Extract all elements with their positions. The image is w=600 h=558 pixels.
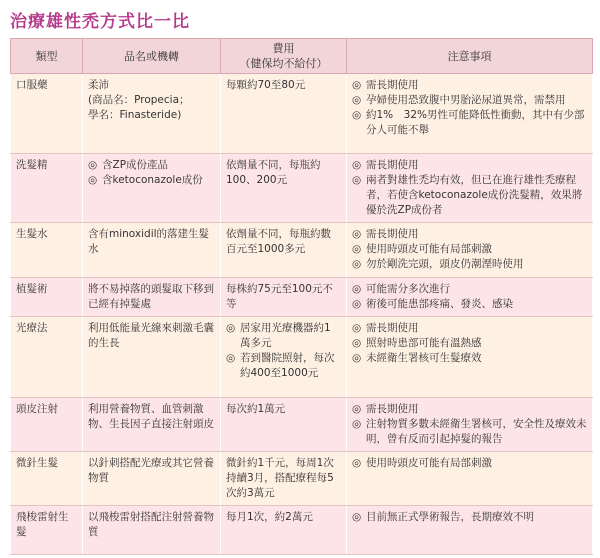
note-item-text: 需長期使用 (366, 322, 419, 334)
note-item (352, 242, 587, 257)
note-item (352, 282, 587, 297)
cell-product: 柔沛 (商品名：Propecia； 學名：Finasteride) (83, 74, 221, 154)
bullet-mark: ◎ (352, 457, 362, 469)
cell-product: 利用低能量光線來刺激毛囊的生長 (83, 317, 221, 398)
note-item-text: 需長期使用 (366, 159, 419, 171)
cell-cost: 每月1次，約2萬元 (221, 506, 347, 555)
cell-product: 含有minoxidil的落建生髮水 (83, 223, 221, 278)
table-row (11, 223, 593, 278)
cell-cost: 每株約75元至100元不等 (221, 278, 347, 317)
table-row (11, 278, 593, 317)
bullet-mark: ◎ (352, 352, 362, 364)
table-header-row (11, 39, 593, 74)
cost-item-text: 若到醫院照射，每次約400至1000元 (240, 352, 335, 379)
note-item-text: 未經衛生署核可生髮療效 (366, 352, 482, 364)
bullet-mark: ◎ (352, 94, 362, 106)
bullet-mark: ◎ (352, 159, 362, 171)
bullet-mark: ◎ (226, 352, 236, 364)
header-cost (221, 39, 347, 74)
bullet-mark: ◎ (352, 511, 362, 523)
bullet-mark: ◎ (352, 109, 362, 121)
cell-notes (347, 452, 593, 506)
bullet-mark: ◎ (352, 243, 362, 255)
cell-type: 頭皮注射 (11, 398, 83, 452)
note-item (352, 456, 587, 471)
bullet-mark: ◎ (352, 228, 362, 240)
cell-type: 口服藥 (11, 74, 83, 154)
note-item (352, 351, 587, 366)
cell-cost: 每顆約70至80元 (221, 74, 347, 154)
cell-notes (347, 278, 593, 317)
cell-cost: 依劑量不同，每瓶約數百元至1000多元 (221, 223, 347, 278)
cell-notes (347, 223, 593, 278)
note-item-text: 需長期使用 (366, 79, 419, 91)
note-item-text: 注射物質多數未經衛生署核可，安全性及療效未明，曾有反而引起掉髮的報告 (366, 418, 587, 445)
bullet-mark: ◎ (88, 159, 98, 171)
note-item (352, 158, 587, 173)
cell-notes (347, 398, 593, 452)
product-item (88, 173, 215, 188)
cost-item (226, 351, 341, 381)
cell-notes (347, 506, 593, 555)
note-item (352, 173, 587, 218)
cell-type: 洗髮精 (11, 154, 83, 223)
note-item-text: 使用時頭皮可能有局部刺激 (366, 243, 492, 255)
bullet-mark: ◎ (352, 337, 362, 349)
note-item (352, 227, 587, 242)
cell-cost: 依劑量不同，每瓶約100、200元 (221, 154, 347, 223)
cell-product: 以針刺搭配光療或其它營養物質 (83, 452, 221, 506)
cell-type: 微針生髮 (11, 452, 83, 506)
note-item-text: 需長期使用 (366, 403, 419, 415)
page-title: 治療雄性禿方式比一比 (10, 12, 190, 32)
bullet-mark: ◎ (352, 418, 362, 430)
table-row (11, 317, 593, 398)
note-item-text: 需長期使用 (366, 228, 419, 240)
cell-type: 飛梭雷射生髮 (11, 506, 83, 555)
note-item-text: 兩者對雄性禿均有效，但已在進行雄性禿療程者，若使含ketoconazole成份洗髮精，效果將優於洗ZP成份者 (366, 174, 583, 216)
cell-cost (221, 317, 347, 398)
note-item (352, 78, 587, 93)
note-item (352, 297, 587, 312)
bullet-mark: ◎ (352, 258, 362, 270)
bullet-mark: ◎ (352, 322, 362, 334)
table-body (11, 74, 593, 555)
product-item (88, 158, 215, 173)
cell-notes (347, 74, 593, 154)
bullet-mark: ◎ (352, 79, 362, 91)
note-item (352, 321, 587, 336)
bullet-mark: ◎ (88, 174, 98, 186)
cell-notes (347, 317, 593, 398)
note-item-text: 勿於剛洗完頭，頭皮仍潮溼時使用 (366, 258, 524, 270)
cell-product: 以飛梭雷射搭配注射營養物質 (83, 506, 221, 555)
table-row (11, 506, 593, 555)
note-item-text: 使用時頭皮可能有局部刺激 (366, 457, 492, 469)
note-item (352, 336, 587, 351)
note-item-text: 約1% 32%男性可能降低性衝動，其中有少部分人可能不舉 (366, 109, 585, 136)
bullet-mark: ◎ (352, 283, 362, 295)
comparison-table (10, 38, 593, 555)
cell-type: 生髮水 (11, 223, 83, 278)
cell-product (83, 154, 221, 223)
note-item-text: 目前無正式學術報告，長期療效不明 (366, 511, 534, 523)
header-type: 類型 (11, 39, 83, 74)
note-item (352, 108, 587, 138)
note-item-text: 術後可能患部疼痛、發炎、感染 (366, 298, 513, 310)
cell-type: 光療法 (11, 317, 83, 398)
cell-type: 植髮術 (11, 278, 83, 317)
product-item-text: 含ZP成份產品 (102, 159, 169, 171)
bullet-mark: ◎ (226, 322, 236, 334)
table-row (11, 398, 593, 452)
product-item-text: 含ketoconazole成份 (102, 174, 203, 186)
header-product: 品名或機轉 (83, 39, 221, 74)
cell-cost: 每次約1萬元 (221, 398, 347, 452)
cell-cost: 微針約1千元，每周1次持續3月，搭配療程每5次約3萬元 (221, 452, 347, 506)
cell-notes (347, 154, 593, 223)
note-item-text: 可能需分多次進行 (366, 283, 450, 295)
bullet-mark: ◎ (352, 174, 362, 186)
table-row (11, 154, 593, 223)
bullet-mark: ◎ (352, 298, 362, 310)
note-item (352, 93, 587, 108)
cost-item-text: 居家用光療機器約1萬多元 (240, 322, 331, 349)
table-row (11, 452, 593, 506)
table-row (11, 74, 593, 154)
note-item (352, 402, 587, 417)
bullet-mark: ◎ (352, 403, 362, 415)
cell-product: 利用營養物質、血管刺激物、生長因子直接注射頭皮 (83, 398, 221, 452)
cell-product: 將不易掉落的頭髮取下移到已經有掉髮處 (83, 278, 221, 317)
cost-item (226, 321, 341, 351)
note-item (352, 510, 587, 525)
note-item-text: 照射時患部可能有溫熱感 (366, 337, 482, 349)
header-notes: 注意事項 (347, 39, 593, 74)
header-cost-line1: 費用 (272, 42, 295, 55)
note-item-text: 孕婦使用恐致腹中男胎泌尿道異常，需禁用 (366, 94, 566, 106)
note-item (352, 257, 587, 272)
header-cost-line2: （健保均不給付） (239, 57, 328, 70)
note-item (352, 417, 587, 447)
